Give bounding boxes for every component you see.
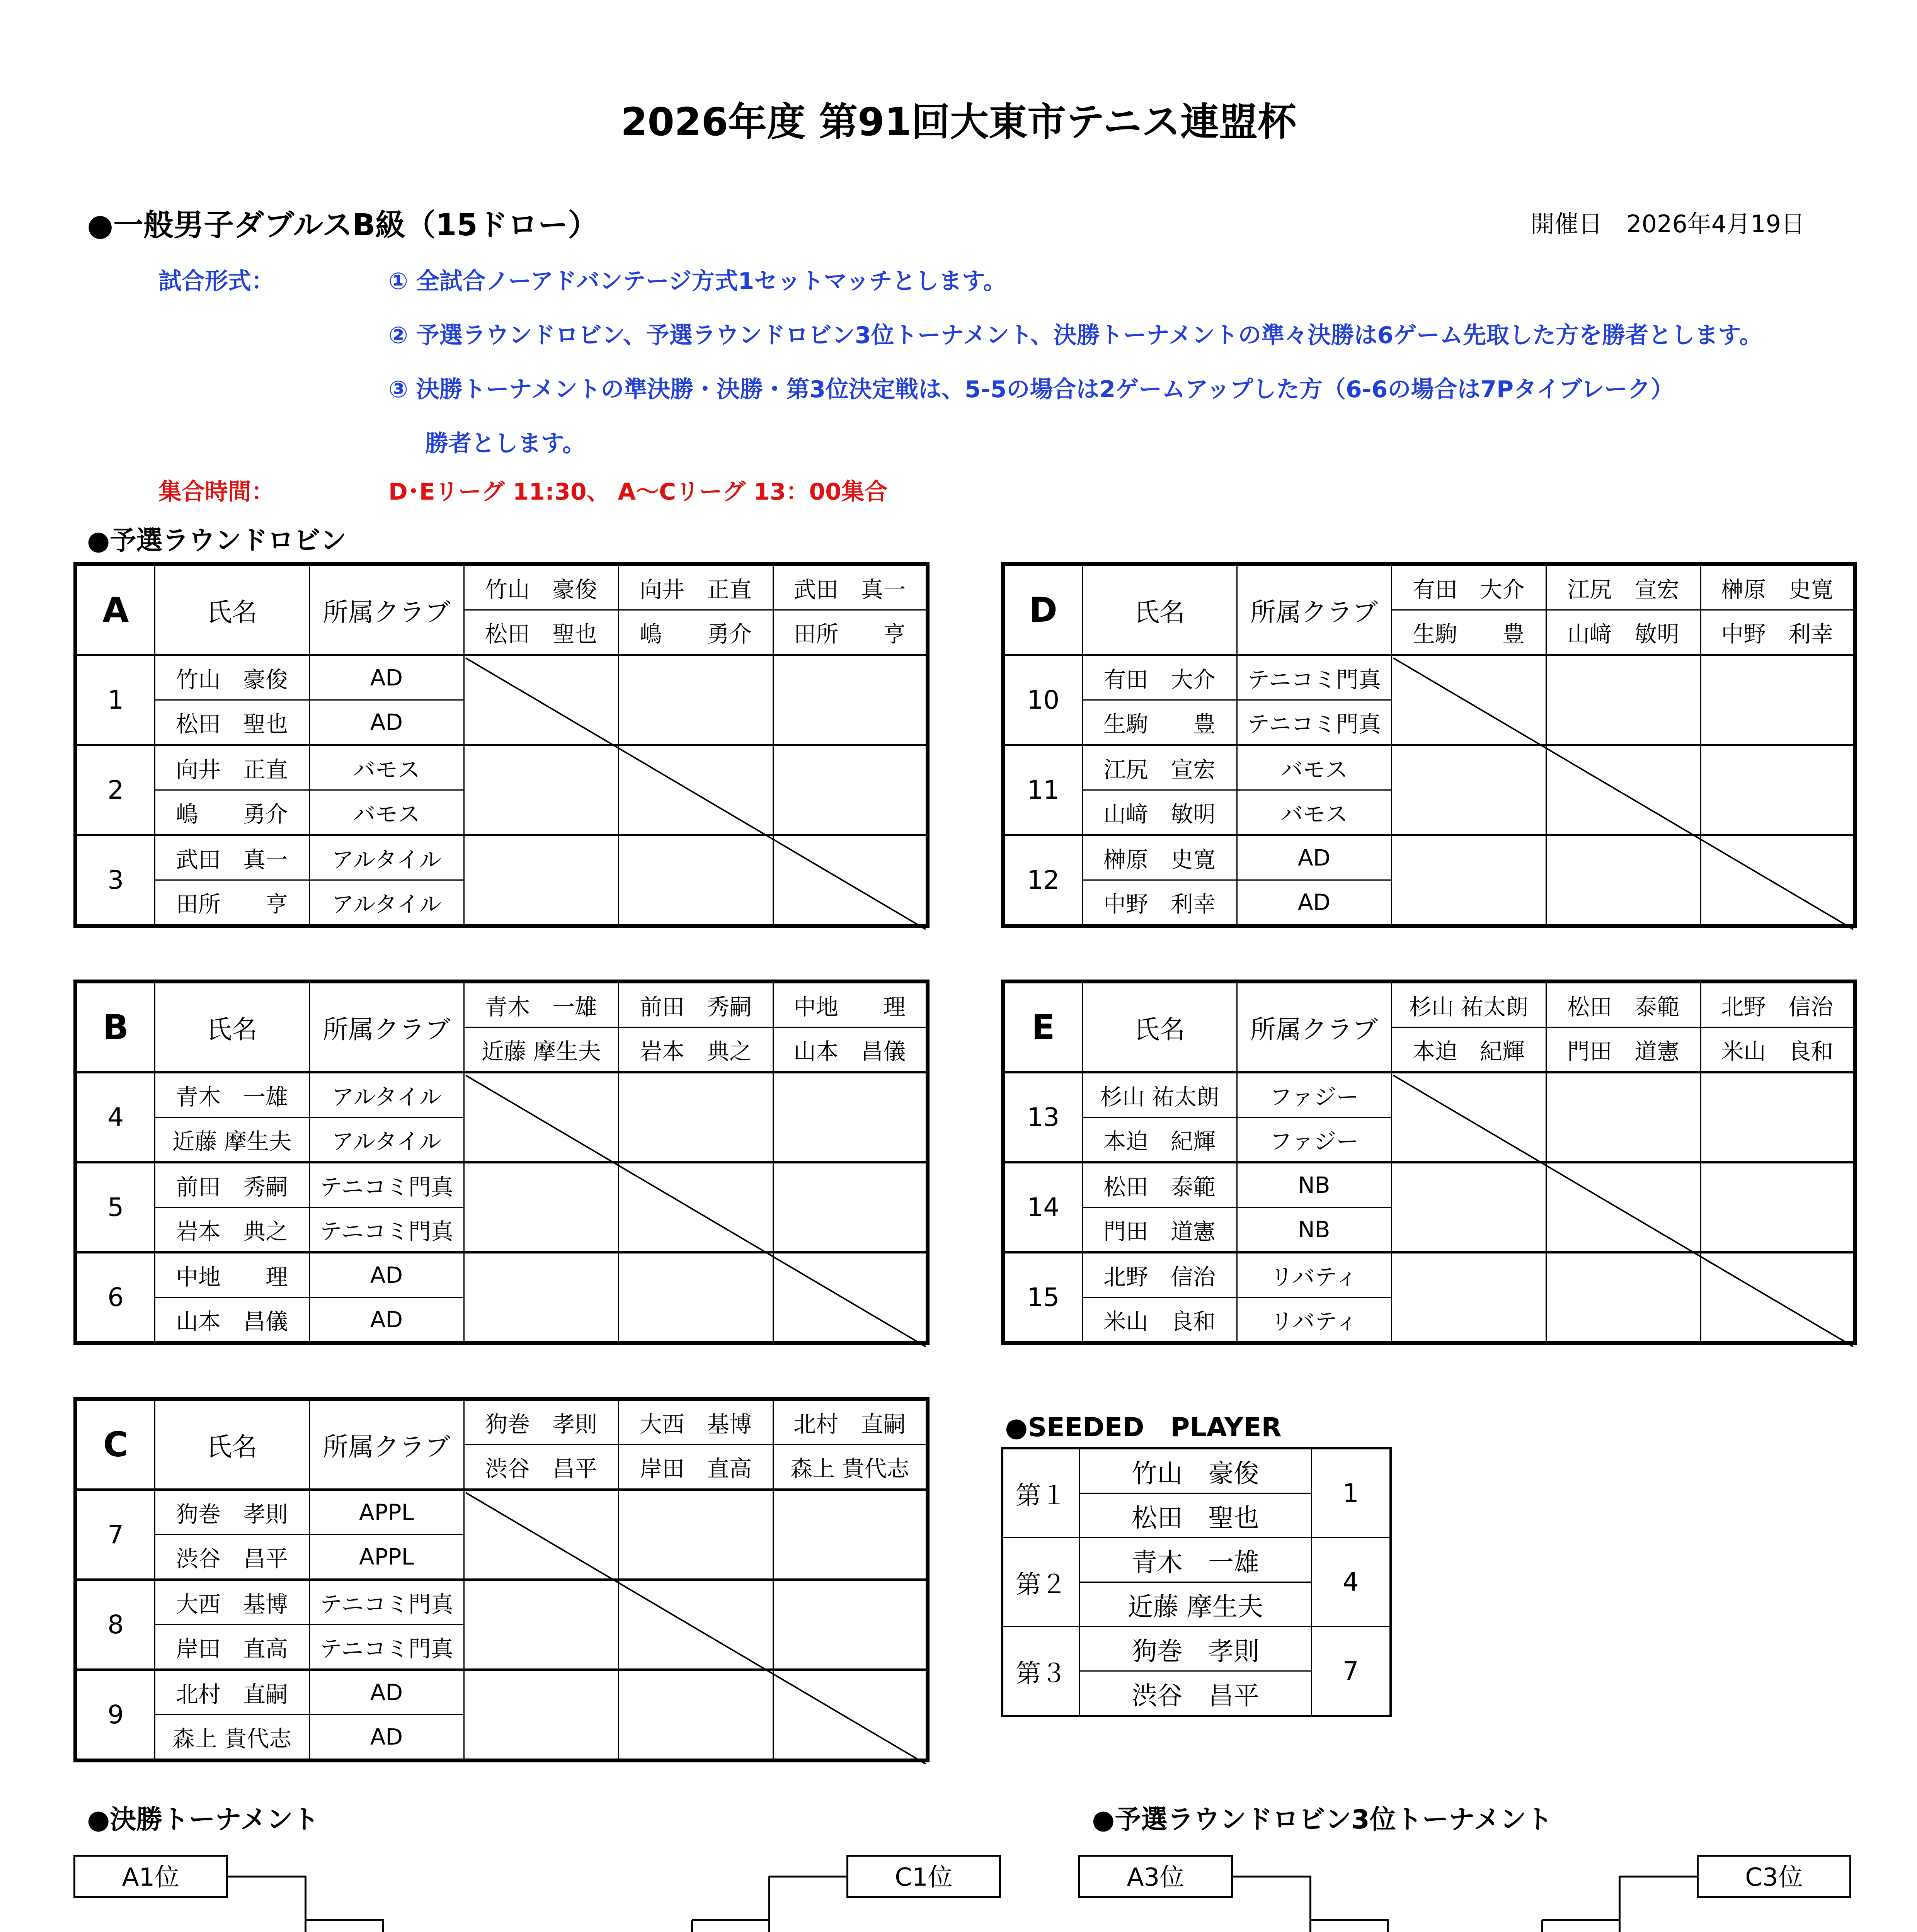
bracket-slot: A1位 xyxy=(73,1855,228,1898)
player-name: 岸田 直高 xyxy=(155,1625,309,1670)
opponent-header: 中野 利幸 xyxy=(1701,610,1855,655)
group-letter: D xyxy=(1003,564,1082,655)
player-club: ファジー xyxy=(1237,1117,1391,1163)
player-name: 中地 理 xyxy=(155,1252,309,1298)
self-match-cell xyxy=(1701,1252,1855,1343)
player-club: AD xyxy=(309,1715,464,1761)
score-cell[interactable] xyxy=(464,745,618,835)
pair-number: 9 xyxy=(75,1670,155,1760)
player-name: 生駒 豊 xyxy=(1082,700,1237,745)
final-tournament-heading: ●決勝トーナメント xyxy=(87,1804,319,1835)
score-cell[interactable] xyxy=(773,745,928,835)
seed-player: 松田 聖也 xyxy=(1079,1493,1311,1538)
seed-rank: 第２ xyxy=(1002,1538,1079,1627)
round-robin-table-b xyxy=(73,980,930,1345)
player-club: アルタイル xyxy=(309,835,464,880)
player-club: バモス xyxy=(309,790,464,835)
opponent-header: 米山 良和 xyxy=(1701,1027,1855,1073)
bracket-line xyxy=(692,1919,770,1921)
player-club: テニコミ門真 xyxy=(309,1208,464,1253)
pair-number: 15 xyxy=(1003,1252,1082,1343)
seeded-table xyxy=(1001,1447,1392,1717)
player-club: アルタイル xyxy=(309,1072,464,1117)
score-cell[interactable] xyxy=(464,1580,618,1670)
player-club: テニコミ門真 xyxy=(309,1625,464,1670)
page-title: 2026年度 第91回大東市テニス連盟杯 xyxy=(620,99,1297,145)
opponent-header: 竹山 豪俊 xyxy=(464,564,618,610)
name-header: 氏名 xyxy=(155,981,309,1072)
opponent-header: 森上 貴代志 xyxy=(773,1445,928,1490)
opponent-header: 岸田 直高 xyxy=(618,1445,773,1490)
score-cell[interactable] xyxy=(464,1252,618,1343)
seed-player: 竹山 豪俊 xyxy=(1079,1448,1311,1493)
score-cell[interactable] xyxy=(464,1670,618,1760)
player-club: テニコミ門真 xyxy=(309,1580,464,1625)
name-header: 氏名 xyxy=(1082,981,1237,1072)
score-cell[interactable] xyxy=(773,1490,928,1580)
opponent-header: 有田 大介 xyxy=(1391,564,1546,610)
opponent-header: 杉山 祐太朗 xyxy=(1391,981,1546,1027)
bracket-slot: C1位 xyxy=(846,1855,1001,1898)
name-header: 氏名 xyxy=(1082,564,1237,655)
self-match-cell xyxy=(1391,1072,1546,1162)
bracket-line xyxy=(769,1876,848,1878)
opponent-header: 前田 秀嗣 xyxy=(618,981,773,1027)
round-robin-table-a xyxy=(73,562,930,928)
opponent-header: 松田 聖也 xyxy=(464,610,618,655)
player-club: APPL xyxy=(309,1490,464,1535)
score-cell[interactable] xyxy=(464,1162,618,1252)
player-club: AD xyxy=(1237,880,1391,926)
opponent-header: 北野 信治 xyxy=(1701,981,1855,1027)
name-header: 氏名 xyxy=(155,1399,309,1490)
opponent-header: 青木 一雄 xyxy=(464,981,618,1027)
player-name: 松田 泰範 xyxy=(1082,1162,1237,1208)
player-club: NB xyxy=(1237,1208,1391,1253)
score-cell[interactable] xyxy=(1391,1162,1546,1252)
seed-number: 7 xyxy=(1311,1627,1391,1716)
round-robin-table-d xyxy=(1001,562,1857,928)
format-rule-3: ③ 決勝トーナメントの準決勝・決勝・第3位決定戦は、5-5の場合は2ゲームアップした方（6-6の場合は7Pタイブレーク） xyxy=(388,376,1674,403)
player-name: 武田 真一 xyxy=(155,835,309,880)
score-cell[interactable] xyxy=(1701,655,1855,745)
format-rule-2: ② 予選ラウンドロビン、予選ラウンドロビン3位トーナメント、決勝トーナメントの準々決勝は6ゲーム先取した方を勝者とします。 xyxy=(388,322,1763,349)
club-header: 所属クラブ xyxy=(309,564,464,655)
self-match-cell xyxy=(1546,1162,1701,1252)
player-name: 前田 秀嗣 xyxy=(155,1162,309,1208)
round-robin-table-c xyxy=(73,1397,930,1762)
opponent-header: 向井 正直 xyxy=(618,564,773,610)
score-cell[interactable] xyxy=(1391,745,1546,835)
bracket-line xyxy=(1619,1876,1698,1878)
club-header: 所属クラブ xyxy=(1237,564,1391,655)
score-cell[interactable] xyxy=(1701,1072,1855,1162)
self-match-cell xyxy=(773,1670,928,1760)
self-match-cell xyxy=(464,655,618,745)
club-header: 所属クラブ xyxy=(309,1399,464,1490)
seed-number: 4 xyxy=(1311,1538,1391,1627)
player-club: バモス xyxy=(1237,790,1391,835)
pair-number: 5 xyxy=(75,1162,155,1252)
format-label: 試合形式： xyxy=(158,268,274,295)
score-cell[interactable] xyxy=(1391,1252,1546,1343)
self-match-cell xyxy=(618,1580,773,1670)
seed-rank: 第１ xyxy=(1002,1448,1079,1538)
bracket-line xyxy=(1541,1920,1543,1932)
bracket-line xyxy=(305,1919,384,1921)
player-club: AD xyxy=(309,1670,464,1715)
opponent-header: 嶋 勇介 xyxy=(618,610,773,655)
player-club: テニコミ門真 xyxy=(309,1162,464,1208)
seeded-heading: ●SEEDED PLAYER xyxy=(1005,1412,1282,1443)
event-date: 開催日 2026年4月19日 xyxy=(1531,210,1805,238)
player-club: APPL xyxy=(309,1535,464,1580)
assembly-label: 集合時間： xyxy=(158,478,274,505)
player-name: 山本 昌儀 xyxy=(155,1298,309,1344)
bracket-line xyxy=(1233,1876,1311,1878)
player-club: アルタイル xyxy=(309,1117,464,1163)
score-cell[interactable] xyxy=(773,1072,928,1162)
player-club: AD xyxy=(1237,835,1391,880)
pair-number: 12 xyxy=(1003,835,1082,926)
player-club: ファジー xyxy=(1237,1072,1391,1117)
bracket-line xyxy=(1542,1919,1621,1921)
pair-number: 7 xyxy=(75,1490,155,1580)
self-match-cell xyxy=(1546,745,1701,835)
player-name: 米山 良和 xyxy=(1082,1298,1237,1344)
opponent-header: 中地 理 xyxy=(773,981,928,1027)
opponent-header: 山本 昌儀 xyxy=(773,1027,928,1073)
pair-number: 10 xyxy=(1003,655,1082,745)
score-cell[interactable] xyxy=(1546,835,1701,926)
bracket-line xyxy=(1619,1876,1621,1932)
player-club: NB xyxy=(1237,1162,1391,1208)
bracket-line xyxy=(1387,1920,1389,1932)
opponent-header: 狗巻 孝則 xyxy=(464,1399,618,1445)
player-club: テニコミ門真 xyxy=(1237,700,1391,745)
player-name: 向井 正直 xyxy=(155,745,309,790)
self-match-cell xyxy=(618,745,773,835)
bracket-line xyxy=(691,1920,693,1932)
player-name: 松田 聖也 xyxy=(155,700,309,745)
score-cell[interactable] xyxy=(1546,1072,1701,1162)
score-cell[interactable] xyxy=(1546,655,1701,745)
player-name: 北村 直嗣 xyxy=(155,1670,309,1715)
score-cell[interactable] xyxy=(464,835,618,926)
player-name: 渋谷 昌平 xyxy=(155,1535,309,1580)
club-header: 所属クラブ xyxy=(1237,981,1391,1072)
score-cell[interactable] xyxy=(618,1490,773,1580)
score-cell[interactable] xyxy=(618,1252,773,1343)
format-rule-3-cont: 勝者とします。 xyxy=(425,430,586,457)
third-tournament-heading: ●予選ラウンドロビン3位トーナメント xyxy=(1092,1804,1553,1835)
club-header: 所属クラブ xyxy=(309,981,464,1072)
player-name: 有田 大介 xyxy=(1082,655,1237,700)
opponent-header: 渋谷 昌平 xyxy=(464,1445,618,1490)
opponent-header: 武田 真一 xyxy=(773,564,928,610)
pair-number: 11 xyxy=(1003,745,1082,835)
self-match-cell xyxy=(464,1072,618,1162)
pair-number: 3 xyxy=(75,835,155,926)
pair-number: 13 xyxy=(1003,1072,1082,1162)
bracket-line xyxy=(1309,1876,1311,1932)
score-cell[interactable] xyxy=(773,1580,928,1670)
player-name: 門田 道憲 xyxy=(1082,1208,1237,1253)
opponent-header: 田所 亨 xyxy=(773,610,928,655)
bracket-line xyxy=(228,1876,306,1878)
player-name: 嶋 勇介 xyxy=(155,790,309,835)
seed-player: 近藤 摩生夫 xyxy=(1079,1582,1311,1627)
bracket-line xyxy=(382,1920,384,1932)
seed-number: 1 xyxy=(1311,1448,1391,1538)
name-header: 氏名 xyxy=(155,564,309,655)
score-cell[interactable] xyxy=(618,655,773,745)
group-letter: B xyxy=(75,981,155,1072)
self-match-cell xyxy=(464,1490,618,1580)
player-club: リバティ xyxy=(1237,1298,1391,1344)
pair-number: 2 xyxy=(75,745,155,835)
group-letter: E xyxy=(1003,981,1082,1072)
self-match-cell xyxy=(1701,835,1855,926)
bracket-line xyxy=(768,1876,770,1932)
player-name: 青木 一雄 xyxy=(155,1072,309,1117)
pair-number: 14 xyxy=(1003,1162,1082,1252)
assembly-time: D･Eリーグ 11:30、 A～Cリーグ 13：00集合 xyxy=(388,478,888,505)
player-club: テニコミ門真 xyxy=(1237,655,1391,700)
score-cell[interactable] xyxy=(1701,1162,1855,1252)
player-name: 田所 亨 xyxy=(155,880,309,926)
player-name: 大西 基博 xyxy=(155,1580,309,1625)
pair-number: 8 xyxy=(75,1580,155,1670)
score-cell[interactable] xyxy=(1391,835,1546,926)
player-club: AD xyxy=(309,700,464,745)
opponent-header: 北村 直嗣 xyxy=(773,1399,928,1445)
seed-player: 青木 一雄 xyxy=(1079,1538,1311,1582)
player-name: 狗巻 孝則 xyxy=(155,1490,309,1535)
round-robin-table-e xyxy=(1001,980,1857,1345)
seed-rank: 第３ xyxy=(1002,1627,1079,1716)
opponent-header: 岩本 典之 xyxy=(618,1027,773,1073)
player-name: 榊原 史寛 xyxy=(1082,835,1237,880)
self-match-cell xyxy=(1391,655,1546,745)
group-letter: A xyxy=(75,564,155,655)
self-match-cell xyxy=(773,835,928,926)
score-cell[interactable] xyxy=(1546,1252,1701,1343)
player-club: AD xyxy=(309,1252,464,1298)
player-name: 本迫 紀輝 xyxy=(1082,1117,1237,1163)
player-name: 杉山 祐太朗 xyxy=(1082,1072,1237,1117)
pair-number: 6 xyxy=(75,1252,155,1343)
player-name: 近藤 摩生夫 xyxy=(155,1117,309,1163)
player-club: バモス xyxy=(309,745,464,790)
player-name: 竹山 豪俊 xyxy=(155,655,309,700)
round-robin-heading: ●予選ラウンドロビン xyxy=(87,526,347,556)
opponent-header: 門田 道憲 xyxy=(1546,1027,1701,1073)
player-club: リバティ xyxy=(1237,1252,1391,1298)
opponent-header: 生駒 豊 xyxy=(1391,610,1546,655)
opponent-header: 近藤 摩生夫 xyxy=(464,1027,618,1073)
seed-player: 狗巻 孝則 xyxy=(1079,1627,1311,1671)
pair-number: 1 xyxy=(75,655,155,745)
score-cell[interactable] xyxy=(618,1670,773,1760)
player-name: 北野 信治 xyxy=(1082,1252,1237,1298)
player-club: AD xyxy=(309,655,464,700)
opponent-header: 江尻 宣宏 xyxy=(1546,564,1701,610)
opponent-header: 大西 基博 xyxy=(618,1399,773,1445)
opponent-header: 本迫 紀輝 xyxy=(1391,1027,1546,1073)
player-name: 森上 貴代志 xyxy=(155,1715,309,1761)
opponent-header: 松田 泰範 xyxy=(1546,981,1701,1027)
self-match-cell xyxy=(618,1162,773,1252)
player-club: バモス xyxy=(1237,745,1391,790)
seed-player: 渋谷 昌平 xyxy=(1079,1671,1311,1716)
pair-number: 4 xyxy=(75,1072,155,1162)
player-club: アルタイル xyxy=(309,880,464,926)
score-cell[interactable] xyxy=(773,1162,928,1252)
score-cell[interactable] xyxy=(773,655,928,745)
player-name: 中野 利幸 xyxy=(1082,880,1237,926)
group-letter: C xyxy=(75,1399,155,1490)
opponent-header: 榊原 史寛 xyxy=(1701,564,1855,610)
bracket-line xyxy=(1310,1919,1389,1921)
player-name: 山﨑 敏明 xyxy=(1082,790,1237,835)
score-cell[interactable] xyxy=(1701,745,1855,835)
score-cell[interactable] xyxy=(618,1072,773,1162)
score-cell[interactable] xyxy=(618,835,773,926)
opponent-header: 山﨑 敏明 xyxy=(1546,610,1701,655)
bracket-slot: A3位 xyxy=(1078,1855,1233,1898)
bracket-line xyxy=(305,1876,306,1932)
format-rule-1: ① 全試合ノーアドバンテージ方式1セットマッチとします。 xyxy=(388,268,1007,295)
player-name: 岩本 典之 xyxy=(155,1208,309,1253)
player-name: 江尻 宣宏 xyxy=(1082,745,1237,790)
event-name: ●一般男子ダブルスB級（15ドロー） xyxy=(87,208,598,243)
bracket-slot: C3位 xyxy=(1697,1855,1851,1898)
player-club: AD xyxy=(309,1298,464,1344)
self-match-cell xyxy=(773,1252,928,1343)
